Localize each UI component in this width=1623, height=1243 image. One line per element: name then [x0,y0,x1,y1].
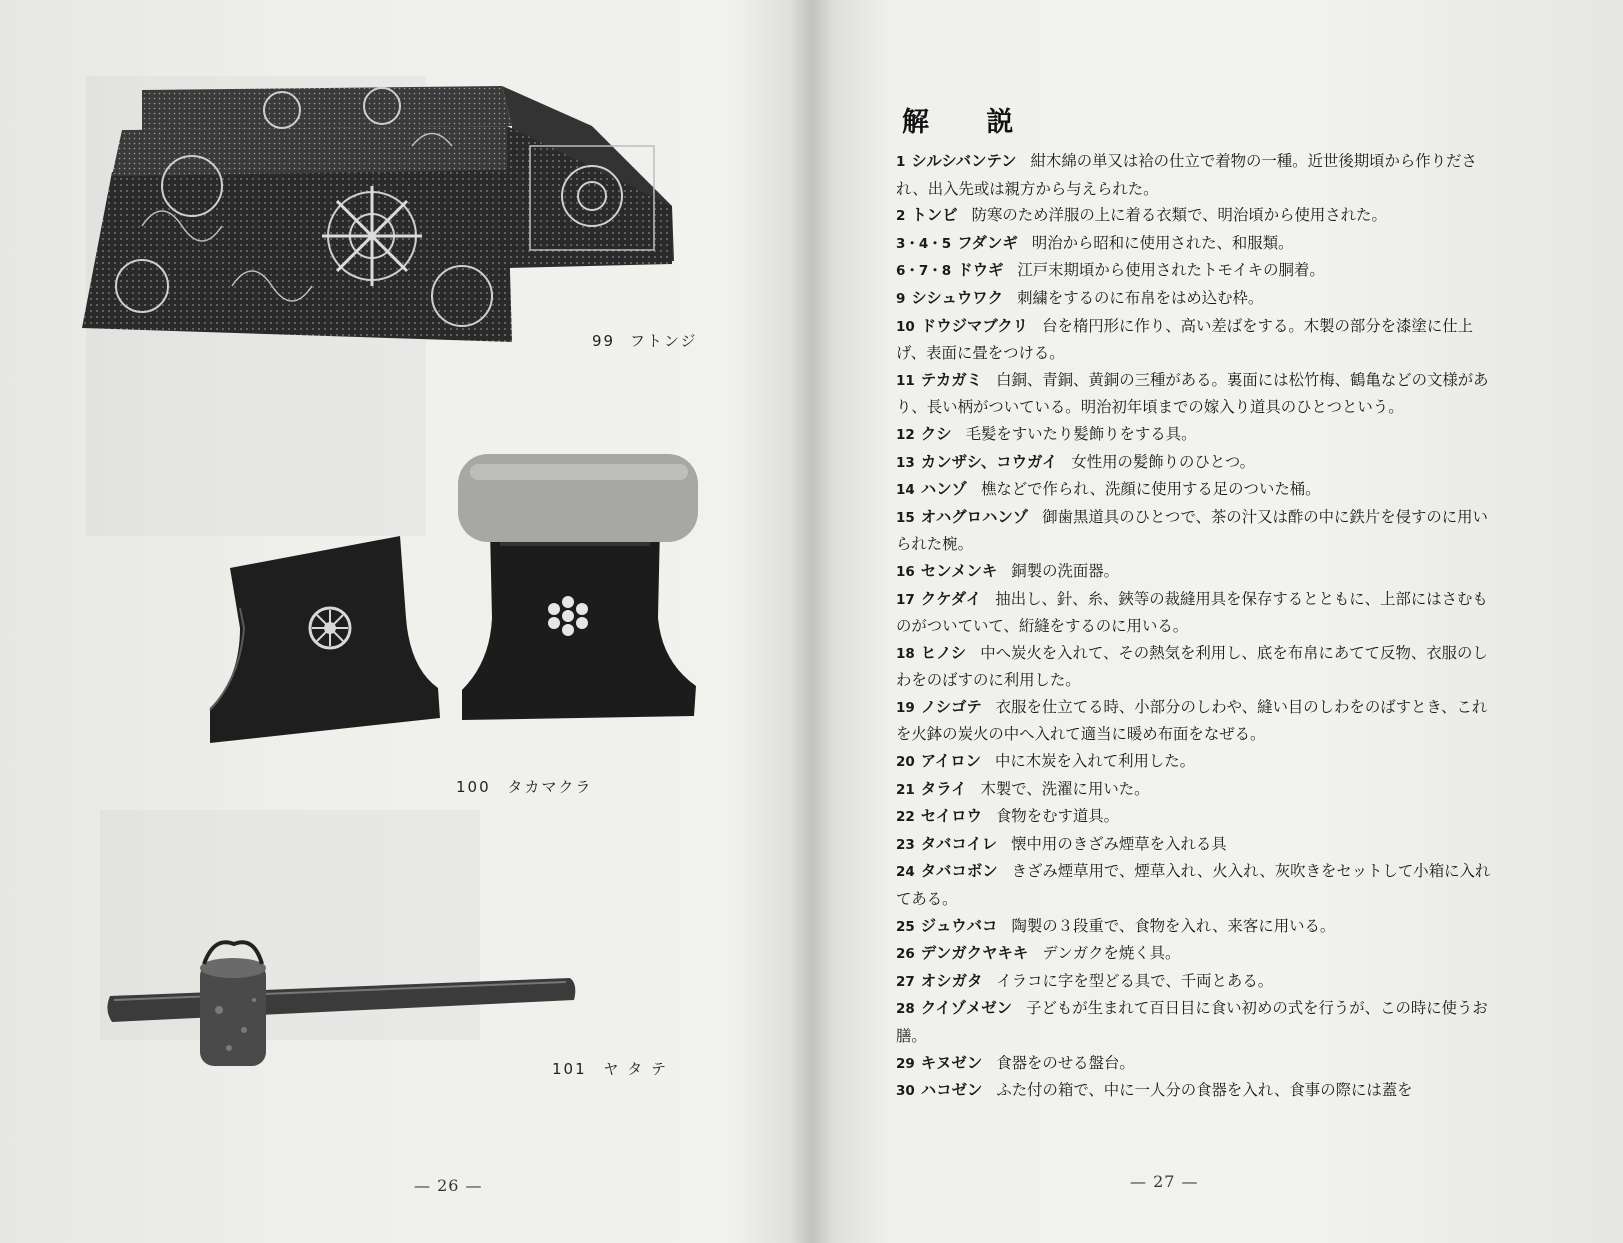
entry-number: 14 [896,482,915,499]
entry-number: 12 [896,426,915,443]
entry-description: 御歯黒道具のひとつで、茶の汁又は酢の中に鉄片を侵すのに用いられた椀。 [896,507,1488,554]
commentary-list [896,148,1496,1105]
list-item [896,367,1496,421]
figure-number: 99 [592,332,616,350]
entry-number: 6・7・8 [896,263,952,280]
futonji-fabric-image [82,86,682,342]
list-item [896,230,1496,258]
entry-description: 食物をむす道具。 [995,807,1120,826]
right-page [812,0,1623,1243]
list-item [896,285,1496,313]
entry-term: ハコゼン [920,1081,983,1100]
entry-description: 懐中用のきざみ煙草を入れる具 [1011,834,1227,853]
entry-description: 衣服を仕立てる時、小部分のしわや、縫い目のしわをのばすとき、これを火鉢の炭火の中へ入れて適当に暖め布面をなぜる。 [896,697,1488,744]
entry-term: クイゾメゼン [920,999,1013,1018]
entry-term: デンガクヤキキ [920,944,1029,963]
entry-number: 19 [896,699,915,716]
entry-number: 9 [896,290,906,307]
list-item [896,694,1496,748]
list-item [896,995,1496,1049]
entry-description: デンガクを焼く具。 [1042,944,1181,963]
entry-number: 30 [896,1083,915,1100]
entry-term: ドウジマブクリ [920,316,1029,335]
section-title: 解 説 [902,107,1038,138]
entry-term: クシ [920,424,952,443]
list-item [896,1050,1496,1078]
entry-number: 25 [896,918,915,935]
entry-description: 白銅、青銅、黄銅の三種がある。裏面には松竹梅、鶴亀などの文様があり、長い柄がついている。明治初年頃までの嫁入り道具のひとつという。 [896,370,1489,417]
entry-description: きざみ煙草用で、煙草入れ、火入れ、灰吹きをセットして小箱に入れてある。 [896,862,1491,909]
entry-number: 22 [896,809,915,826]
figure-label: フトンジ [629,332,698,350]
figure-label: タカマクラ [507,778,593,796]
entry-number: 20 [896,754,915,771]
photo-takamakura [200,448,720,768]
left-page [0,0,810,1243]
entry-number: 11 [896,372,915,389]
entry-number: 28 [896,1001,915,1018]
entry-description: 陶製の３段重で、食物を入れ、来客に用いる。 [1011,916,1336,935]
list-item [896,858,1496,912]
list-item [896,504,1496,558]
entry-description: 防寒のため洋服の上に着る衣類で、明治頃から使用された。 [971,206,1387,225]
entry-number: 1 [896,154,906,170]
entry-term: シシュウワク [911,288,1004,307]
entry-description: 刺繍をするのに布帛をはめ込む枠。 [1017,288,1264,307]
entry-number: 27 [896,973,915,990]
entry-description: 食器をのせる盤台。 [996,1053,1135,1072]
list-item [896,803,1496,831]
entry-number: 18 [896,645,915,662]
list-item [896,202,1496,230]
entry-description: 江戸末期頃から使用されたトモイキの胴着。 [1017,261,1325,280]
entry-number: 29 [896,1055,915,1072]
entry-description: 木製で、洗濯に用いた。 [980,779,1150,798]
list-item [896,257,1496,285]
list-item [896,913,1496,941]
entry-term: タバコイレ [920,834,998,853]
figure-label: ヤ タ テ [603,1060,668,1078]
figure-number: 101 [552,1060,587,1078]
entry-term: フダンギ [957,233,1018,252]
entry-term: ジュウバコ [920,916,998,935]
entry-description: 子どもが生まれて百日目に食い初めの式を行うが、この時に使うお膳。 [896,999,1488,1045]
photo-futonji [82,86,682,342]
entry-term: カンザシ、コウガイ [920,452,1058,471]
list-item [896,313,1496,367]
figure-number: 100 [456,778,491,796]
entry-number: 26 [896,946,915,963]
figure-caption-100 [456,776,592,797]
entry-description: 紺木綿の単又は袷の仕立で着物の一種。近世後期頃から作りだされ、出入先或は親方から与えられた。 [896,152,1477,198]
entry-description: 台を楕円形に作り、高い差ばをする。木製の部分を漆塗に仕上げ、表面に畳をつける。 [896,316,1474,363]
entry-description: イラコに字を型どる具で、千両とある。 [996,971,1274,990]
list-item [896,940,1496,968]
list-item [896,586,1496,640]
list-item [896,148,1496,202]
entry-term: キヌゼン [920,1053,983,1072]
entry-description: ふた付の箱で、中に一人分の食器を入れ、食事の際には蓋を [996,1081,1413,1100]
photo-yatate [104,940,584,1080]
entry-number: 2 [896,208,906,225]
yatate-writing-case-image [104,940,584,1080]
entry-term: オシガタ [920,971,983,990]
entry-description: 樵などで作られ、洗顔に使用する足のついた桶。 [980,480,1321,499]
entry-number: 13 [896,454,915,471]
list-item [896,1077,1496,1105]
entry-term: セイロウ [920,807,982,826]
list-item [896,449,1496,477]
entry-term: タライ [920,779,967,798]
list-item [896,640,1496,694]
entry-number: 15 [896,509,915,526]
entry-term: オハグロハンゾ [920,507,1029,526]
entry-term: クケダイ [920,589,982,608]
figure-caption-101 [552,1058,668,1079]
entry-term: センメンキ [920,561,998,580]
page-number-right: — 27 — [1130,1172,1199,1191]
entry-term: トンビ [911,206,958,225]
entry-number: 23 [896,836,915,853]
entry-description: 銅製の洗面器。 [1011,561,1120,580]
entry-number: 3・4・5 [896,235,952,252]
entry-term: タバコボン [920,862,998,881]
list-item [896,748,1496,776]
entry-term: ドウギ [957,261,1004,280]
entry-term: ハンゾ [920,480,967,499]
list-item [896,968,1496,996]
entry-description: 毛髪をすいたり髪飾りをする具。 [965,424,1197,443]
list-item [896,831,1496,859]
entry-description: 女性用の髪飾りのひとつ。 [1071,452,1256,471]
entry-description: 中に木炭を入れて利用した。 [994,752,1196,771]
entry-number: 17 [896,591,915,608]
entry-number: 21 [896,781,915,798]
entry-term: テカガミ [920,370,983,389]
entry-number: 10 [896,318,915,335]
takamakura-pillow-image [200,448,720,768]
entry-description: 抽出し、針、糸、鋏等の裁縫用具を保存するとともに、上部にはさむものがついていて、絎縫をするのに用いる。 [896,589,1488,636]
entry-term: ノシゴテ [920,697,982,716]
entry-term: ヒノシ [920,643,967,662]
entry-term: シルシバンテン [911,152,1017,170]
figure-caption-99 [592,330,698,351]
entry-description: 中へ炭火を入れて、その熱気を利用し、底を布帛にあてて反物、衣服のしわをのばすのに利用した。 [896,643,1488,690]
list-item [896,421,1496,449]
entry-number: 16 [896,563,915,580]
list-item [896,776,1496,804]
page-number-left: — 26 — [414,1176,483,1195]
entry-term: アイロン [920,752,981,771]
entry-number: 24 [896,864,915,881]
entry-description: 明治から昭和に使用された、和服類。 [1031,233,1294,252]
list-item [896,558,1496,586]
list-item [896,476,1496,504]
